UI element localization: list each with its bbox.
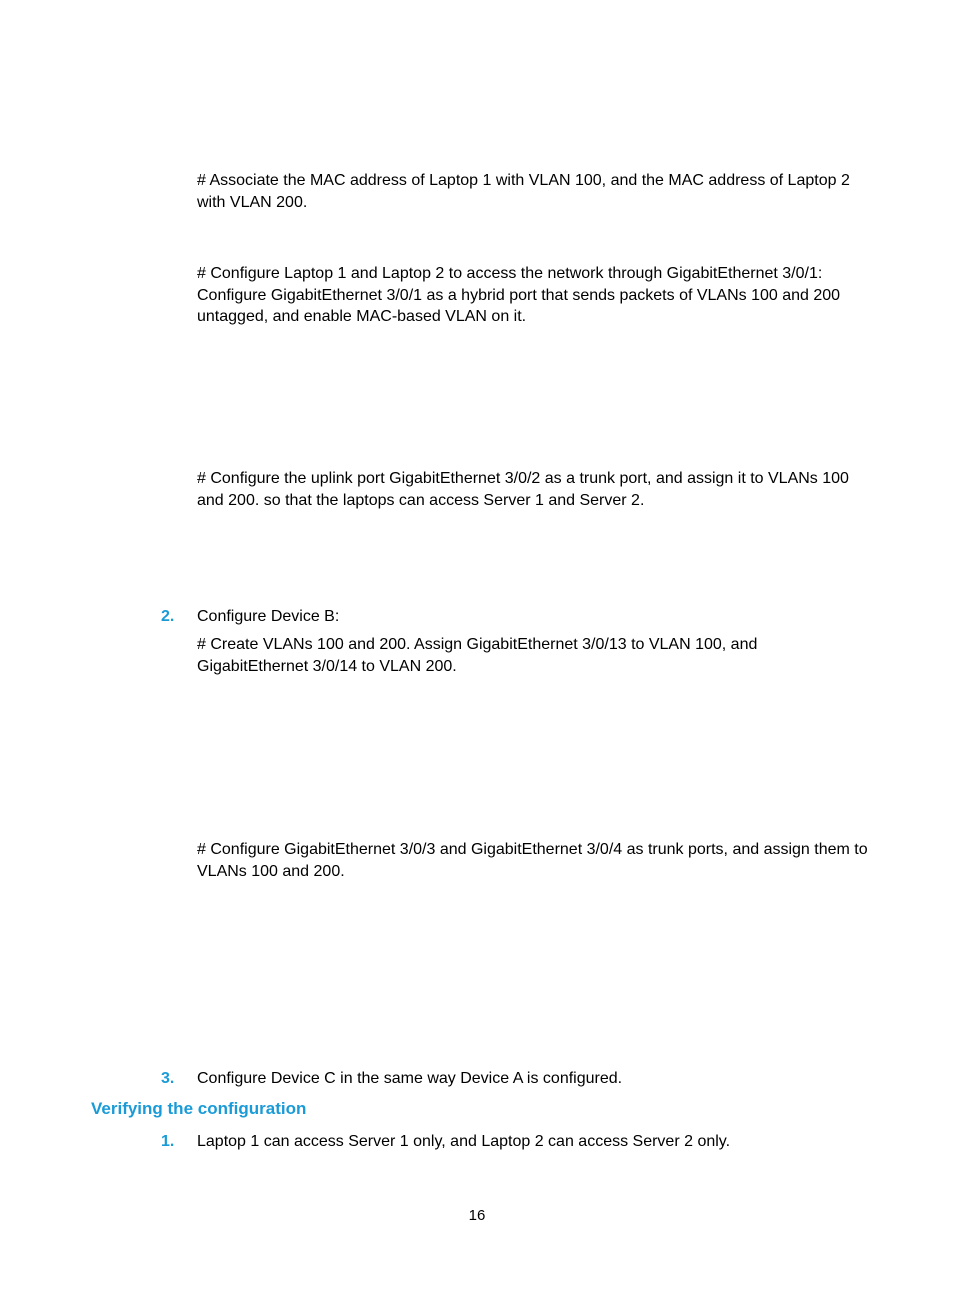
- paragraph-configure-hybrid-port: # Configure Laptop 1 and Laptop 2 to access the network through GigabitEthernet 3/0/1: Configure GigabitEthernet 3/0/1 as a hybrid port that sends packets of VLANs 100 and 200 untagged, and enable MAC-based VLAN on it.: [197, 265, 841, 325]
- section-heading-verifying: Verifying the configuration: [91, 1099, 307, 1118]
- step-number: 3.: [161, 1070, 175, 1087]
- paragraph-create-vlans: # Create VLANs 100 and 200. Assign GigabitEthernet 3/0/13 to VLAN 100, and GigabitEthernet 3/0/14 to VLAN 200.: [197, 636, 758, 675]
- step-text: Configure Device C in the same way Device A is configured.: [197, 1070, 623, 1087]
- step-verify-laptop-access: [161, 1131, 876, 1153]
- paragraph-configure-uplink: # Configure the uplink port GigabitEthernet 3/0/2 as a trunk port, and assign it to VLANs 100 and 200. so that the laptops can access Server 1 and Server 2.: [197, 470, 849, 509]
- step-configure-device-c: [161, 1068, 876, 1090]
- step-text: Laptop 1 can access Server 1 only, and Laptop 2 can access Server 2 only.: [197, 1133, 731, 1150]
- step-number: 1.: [161, 1133, 175, 1150]
- step-text: Configure Device B:: [197, 608, 340, 625]
- page-number: 16: [468, 1207, 486, 1224]
- step-configure-device-b: [161, 606, 876, 628]
- paragraph-associate-mac: # Associate the MAC address of Laptop 1 with VLAN 100, and the MAC address of Laptop 2 with VLAN 200.: [197, 172, 850, 211]
- paragraph-configure-trunks: # Configure GigabitEthernet 3/0/3 and GigabitEthernet 3/0/4 as trunk ports, and assign them to VLANs 100 and 200.: [197, 841, 868, 880]
- step-number: 2.: [161, 608, 175, 625]
